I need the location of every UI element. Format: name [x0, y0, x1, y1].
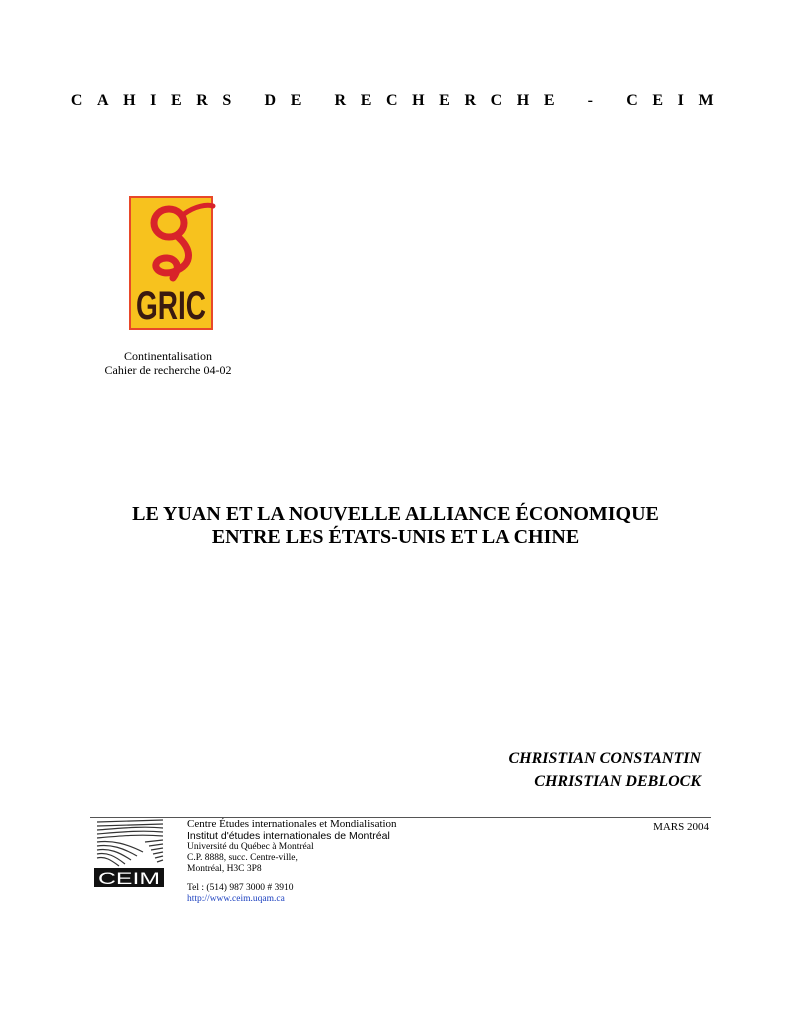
document-title [0, 503, 791, 549]
gric-logo [129, 196, 213, 330]
author-2: CHRISTIAN DEBLOCK [534, 773, 701, 790]
title-line-2: ENTRE LES ÉTATS-UNIS ET LA CHINE [211, 526, 580, 548]
author-1: CHRISTIAN CONSTANTIN [508, 750, 701, 767]
university-name: Université du Québec à Montréal [187, 842, 314, 852]
website-link[interactable]: http://www.ceim.uqam.ca [187, 894, 285, 904]
address-block [187, 818, 397, 905]
footer-divider [90, 817, 711, 818]
ceim-swirl-icon [97, 820, 163, 866]
cahier-number: Cahier de recherche 04-02 [104, 363, 232, 377]
institute-name: Institut d'études internationales de Montréal [187, 830, 390, 842]
gric-logo-graphic [129, 196, 213, 330]
city-address: Montréal, H3C 3P8 [187, 864, 262, 874]
gric-wordmark: GRIC [136, 284, 206, 328]
ceim-logo-graphic [93, 818, 165, 888]
ceim-logo [93, 818, 165, 888]
cahier-theme: Continentalisation [124, 349, 212, 363]
series-title: CAHIERS DE RECHERCHE - CEIM [70, 92, 729, 109]
ceim-wordmark: CEIM [98, 869, 160, 888]
authors [509, 747, 702, 793]
postal-address: C.P. 8888, succ. Centre-ville, [187, 853, 298, 863]
center-name: Centre Études internationales et Mondialisation [187, 818, 397, 830]
cahier-info [78, 349, 258, 377]
title-line-1: LE YUAN ET LA NOUVELLE ALLIANCE ÉCONOMIQUE [132, 503, 659, 525]
publication-date: MARS 2004 [653, 821, 709, 833]
phone-number: Tel : (514) 987 3000 # 3910 [187, 883, 294, 893]
